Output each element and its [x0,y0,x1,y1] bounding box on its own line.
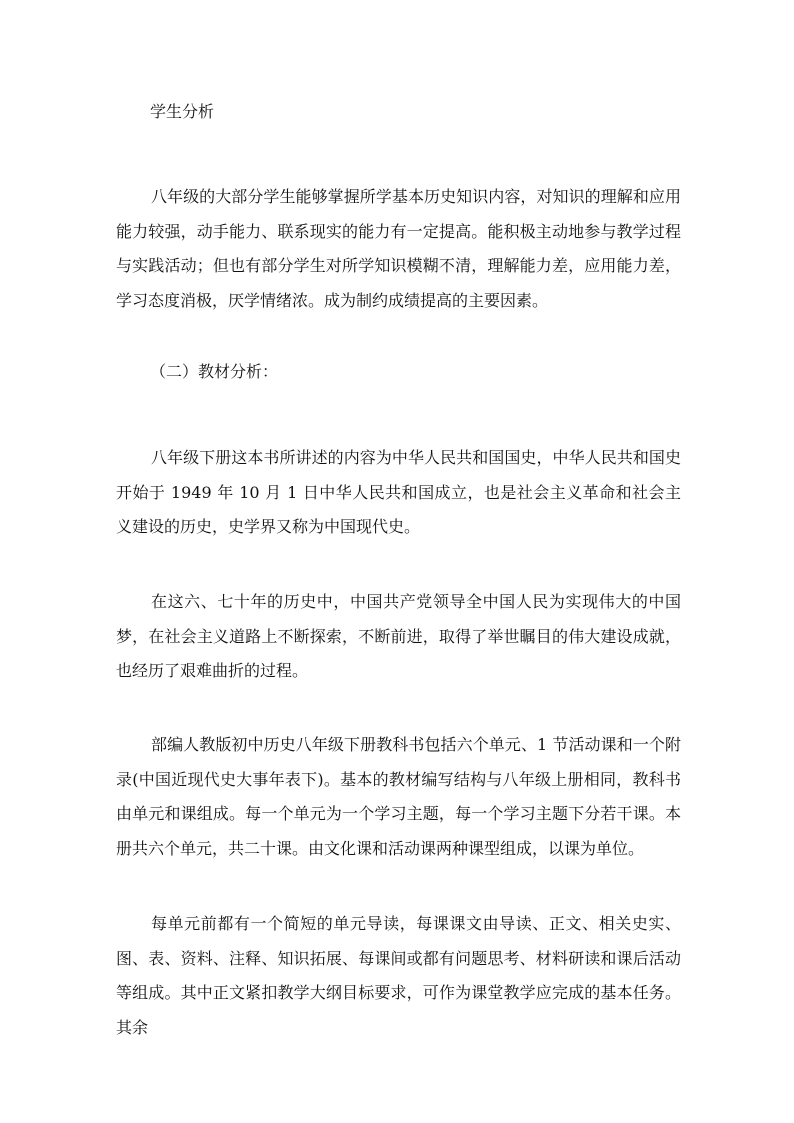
section-heading-student-analysis: 学生分析 [150,102,215,121]
paragraph-textbook-analysis-1: 八年级下册这本书所讲述的内容为中华人民共和国国史，中华人民共和国史开始于 1949 年 10 月 1 日中华人民共和国成立，也是社会主义革命和社会主义建设的历史，史学界又称为中国现代史。 [116,448,681,536]
paragraph-textbook-analysis-3: 部编人教版初中历史八年级下册教科书包括六个单元、1 节活动课和一个附录(中国近现代史大事年表下)。基本的教材编写结构与八年级上册相同，教科书由单元和课组成。每一个单元为一个学习主题，每一个学习主题下分若干课。本册共六个单元，共二十课。由文化课和活动课两种课型组成，以课为单位。 [116,735,681,858]
paragraph-student-analysis: 八年级的大部分学生能够掌握所学基本历史知识内容，对知识的理解和应用能力较强，动手能力、联系现实的能力有一定提高。能积极主动地参与教学过程与实践活动；但也有部分学生对所学知识模糊不清，理解能力差，应用能力差，学习态度消极，厌学情绪浓。成为制约成绩提高的主要因素。 [116,187,681,310]
paragraph-textbook-analysis-4: 每单元前都有一个简短的单元导读，每课课文由导读、正文、相关史实、图、表、资料、注释、知识拓展、每课间或都有问题思考、材料研读和课后活动等组成。其中正文紧扣教学大纲目标要求，可作为课堂教学应完成的基本任务。其余 [116,914,681,1037]
paragraph-textbook-analysis-2: 在这六、七十年的历史中，中国共产党领导全中国人民为实现伟大的中国梦，在社会主义道路上不断探索，不断前进，取得了举世瞩目的伟大建设成就，也经历了艰难曲折的过程。 [116,592,681,680]
section-heading-textbook-analysis: （二）教材分析： [150,362,279,381]
